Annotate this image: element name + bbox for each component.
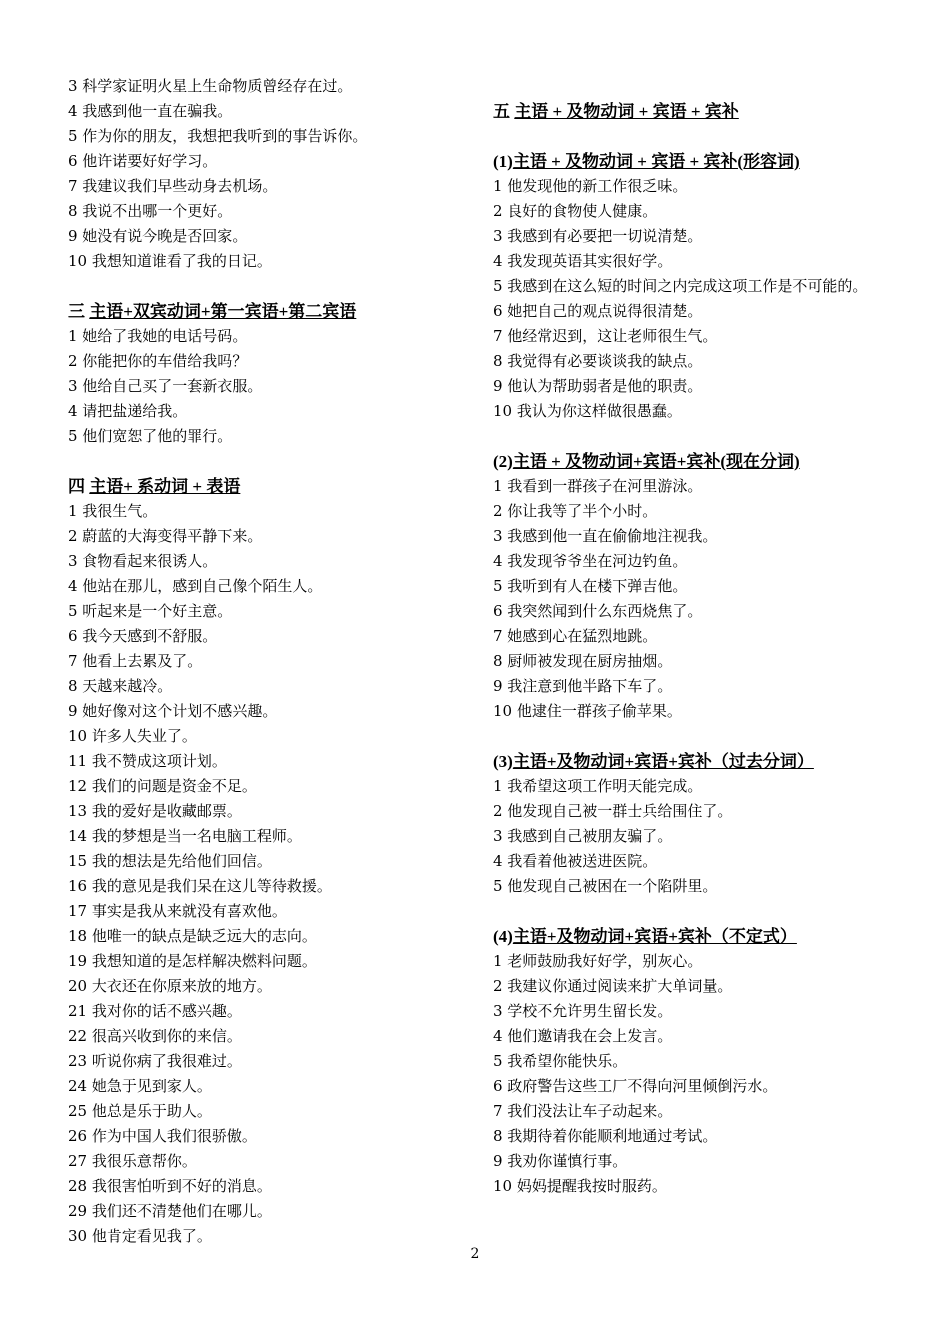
list-item: 1 我看到一群孩子在河里游泳。 bbox=[493, 477, 703, 495]
list-item: 17 事实是我从来就没有喜欢他。 bbox=[68, 902, 287, 920]
subsection-heading-2 bbox=[493, 449, 893, 474]
list-item: 11 我不赞成这项计划。 bbox=[68, 752, 227, 770]
list-item: 3 学校不允许男生留长发。 bbox=[493, 1002, 673, 1020]
list-item: 1 我很生气。 bbox=[68, 502, 158, 520]
list-item: 15 我的想法是先给他们回信。 bbox=[68, 852, 272, 870]
section-title: 主语 + 及物动词 + 宾语 + 宾补 bbox=[514, 102, 739, 121]
list-item: 30 他肯定看见我了。 bbox=[68, 1227, 212, 1245]
spacer bbox=[493, 899, 893, 924]
spacer bbox=[493, 74, 893, 99]
list-item: 4 我发现英语其实很好学。 bbox=[493, 252, 673, 270]
list-item: 5 听起来是一个好主意。 bbox=[68, 602, 233, 620]
subsection-3-list bbox=[493, 774, 893, 899]
list-item: 5 他们宽恕了他的罪行。 bbox=[68, 427, 233, 445]
spacer bbox=[68, 449, 468, 474]
list-item: 13 我的爱好是收藏邮票。 bbox=[68, 802, 242, 820]
list-item: 5 作为你的朋友，我想把我听到的事告诉你。 bbox=[68, 127, 368, 145]
list-item: 4 我感到他一直在骗我。 bbox=[68, 102, 233, 120]
intro-list bbox=[68, 74, 468, 274]
list-item: 6 政府警告这些工厂不得向河里倾倒污水。 bbox=[493, 1077, 778, 1095]
list-item: 20 大衣还在你原来放的地方。 bbox=[68, 977, 272, 995]
list-item: 5 我希望你能快乐。 bbox=[493, 1052, 628, 1070]
list-item: 1 他发现他的新工作很乏味。 bbox=[493, 177, 688, 195]
section-title: 主语+ 系动词 + 表语 bbox=[89, 477, 241, 496]
subsection-title: 主语 + 及物动词+宾语+宾补(现在分词) bbox=[512, 452, 800, 471]
left-column bbox=[68, 74, 468, 1249]
list-item: 4 他们邀请我在会上发言。 bbox=[493, 1027, 673, 1045]
subsection-prefix: (3) bbox=[493, 752, 513, 771]
list-item: 4 我看着他被送进医院。 bbox=[493, 852, 658, 870]
list-item: 4 他站在那儿，感到自己像个陌生人。 bbox=[68, 577, 323, 595]
list-item: 4 请把盐递给我。 bbox=[68, 402, 188, 420]
list-item: 28 我很害怕听到不好的消息。 bbox=[68, 1177, 272, 1195]
subsection-heading-3 bbox=[493, 749, 893, 774]
list-item: 10 我想知道谁看了我的日记。 bbox=[68, 252, 272, 270]
list-item: 2 蔚蓝的大海变得平静下来。 bbox=[68, 527, 263, 545]
list-item: 9 我注意到他半路下车了。 bbox=[493, 677, 673, 695]
list-item: 7 他经常迟到，这让老师很生气。 bbox=[493, 327, 718, 345]
spacer bbox=[493, 124, 893, 149]
section-heading-4 bbox=[68, 474, 468, 499]
list-item: 2 你能把你的车借给我吗？ bbox=[68, 352, 248, 370]
list-item: 1 老师鼓励我好好学，别灰心。 bbox=[493, 952, 703, 970]
subsection-heading-4 bbox=[493, 924, 893, 949]
section-4-list bbox=[68, 499, 468, 1249]
list-item: 3 我感到有必要把一切说清楚。 bbox=[493, 227, 703, 245]
list-item: 2 你让我等了半个小时。 bbox=[493, 502, 658, 520]
subsection-4-list bbox=[493, 949, 893, 1199]
list-item: 2 他发现自己被一群士兵给围住了。 bbox=[493, 802, 733, 820]
list-item: 6 他许诺要好好学习。 bbox=[68, 152, 218, 170]
subsection-prefix: (2) bbox=[493, 452, 513, 471]
list-item: 22 很高兴收到你的来信。 bbox=[68, 1027, 242, 1045]
spacer bbox=[68, 274, 468, 299]
list-item: 8 我说不出哪一个更好。 bbox=[68, 202, 233, 220]
subsection-title: 主语+及物动词+宾语+宾补（不定式） bbox=[512, 927, 797, 946]
section-title: 主语+双宾动词+第一宾语+第二宾语 bbox=[89, 302, 357, 321]
list-item: 7 我们没法让车子动起来。 bbox=[493, 1102, 673, 1120]
section-prefix: 五 bbox=[493, 102, 515, 121]
right-column bbox=[493, 74, 893, 1199]
list-item: 7 他看上去累及了。 bbox=[68, 652, 203, 670]
list-item: 3 我感到他一直在偷偷地注视我。 bbox=[493, 527, 718, 545]
subsection-title: 主语+及物动词+宾语+宾补（过去分词） bbox=[512, 752, 814, 771]
list-item: 6 我今天感到不舒服。 bbox=[68, 627, 218, 645]
subsection-2-list bbox=[493, 474, 893, 724]
list-item: 24 她急于见到家人。 bbox=[68, 1077, 212, 1095]
subsection-heading-1 bbox=[493, 149, 893, 174]
list-item: 10 我认为你这样做很愚蠢。 bbox=[493, 402, 682, 420]
list-item: 10 妈妈提醒我按时服药。 bbox=[493, 1177, 667, 1195]
list-item: 9 我劝你谨慎行事。 bbox=[493, 1152, 628, 1170]
list-item: 16 我的意见是我们呆在这儿等待救援。 bbox=[68, 877, 332, 895]
list-item: 9 他认为帮助弱者是他的职责。 bbox=[493, 377, 703, 395]
list-item: 7 她感到心在猛烈地跳。 bbox=[493, 627, 658, 645]
list-item: 14 我的梦想是当一名电脑工程师。 bbox=[68, 827, 302, 845]
section-heading-3 bbox=[68, 299, 468, 324]
list-item: 3 我感到自己被朋友骗了。 bbox=[493, 827, 673, 845]
list-item: 7 我建议我们早些动身去机场。 bbox=[68, 177, 278, 195]
spacer bbox=[493, 424, 893, 449]
list-item: 10 许多人失业了。 bbox=[68, 727, 197, 745]
list-item: 4 我发现爷爷坐在河边钓鱼。 bbox=[493, 552, 688, 570]
list-item: 5 他发现自己被困在一个陷阱里。 bbox=[493, 877, 718, 895]
list-item: 2 我建议你通过阅读来扩大单词量。 bbox=[493, 977, 733, 995]
list-item: 3 科学家证明火星上生命物质曾经存在过。 bbox=[68, 77, 353, 95]
list-item: 5 我感到在这么短的时间之内完成这项工作是不可能的。 bbox=[493, 277, 868, 295]
list-item: 25 他总是乐于助人。 bbox=[68, 1102, 212, 1120]
section-3-list bbox=[68, 324, 468, 449]
list-item: 18 他唯一的缺点是缺乏远大的志向。 bbox=[68, 927, 317, 945]
list-item: 3 食物看起来很诱人。 bbox=[68, 552, 218, 570]
subsection-prefix: (4) bbox=[493, 927, 513, 946]
list-item: 6 我突然闻到什么东西烧焦了。 bbox=[493, 602, 703, 620]
subsection-prefix: (1) bbox=[493, 152, 513, 171]
section-prefix: 三 bbox=[68, 302, 90, 321]
subsection-title: 主语 + 及物动词 + 宾语 + 宾补(形容词) bbox=[512, 152, 800, 171]
list-item: 10 他逮住一群孩子偷苹果。 bbox=[493, 702, 682, 720]
list-item: 6 她把自己的观点说得很清楚。 bbox=[493, 302, 703, 320]
page-number: 2 bbox=[470, 1246, 480, 1262]
list-item: 3 他给自己买了一套新衣服。 bbox=[68, 377, 263, 395]
list-item: 2 良好的食物使人健康。 bbox=[493, 202, 658, 220]
list-item: 27 我很乐意帮你。 bbox=[68, 1152, 197, 1170]
list-item: 9 她好像对这个计划不感兴趣。 bbox=[68, 702, 278, 720]
list-item: 8 我觉得有必要谈谈我的缺点。 bbox=[493, 352, 703, 370]
list-item: 5 我听到有人在楼下弹吉他。 bbox=[493, 577, 688, 595]
section-prefix: 四 bbox=[68, 477, 90, 496]
subsection-1-list bbox=[493, 174, 893, 424]
list-item: 8 厨师被发现在厨房抽烟。 bbox=[493, 652, 673, 670]
list-item: 29 我们还不清楚他们在哪儿。 bbox=[68, 1202, 272, 1220]
spacer bbox=[493, 724, 893, 749]
list-item: 26 作为中国人我们很骄傲。 bbox=[68, 1127, 257, 1145]
list-item: 8 天越来越冷。 bbox=[68, 677, 173, 695]
list-item: 8 我期待着你能顺利地通过考试。 bbox=[493, 1127, 718, 1145]
list-item: 9 她没有说今晚是否回家。 bbox=[68, 227, 248, 245]
list-item: 23 听说你病了我很难过。 bbox=[68, 1052, 242, 1070]
list-item: 1 我希望这项工作明天能完成。 bbox=[493, 777, 703, 795]
section-heading-5 bbox=[493, 99, 893, 124]
list-item: 19 我想知道的是怎样解决燃料问题。 bbox=[68, 952, 317, 970]
list-item: 1 她给了我她的电话号码。 bbox=[68, 327, 248, 345]
list-item: 12 我们的问题是资金不足。 bbox=[68, 777, 257, 795]
list-item: 21 我对你的话不感兴趣。 bbox=[68, 1002, 242, 1020]
